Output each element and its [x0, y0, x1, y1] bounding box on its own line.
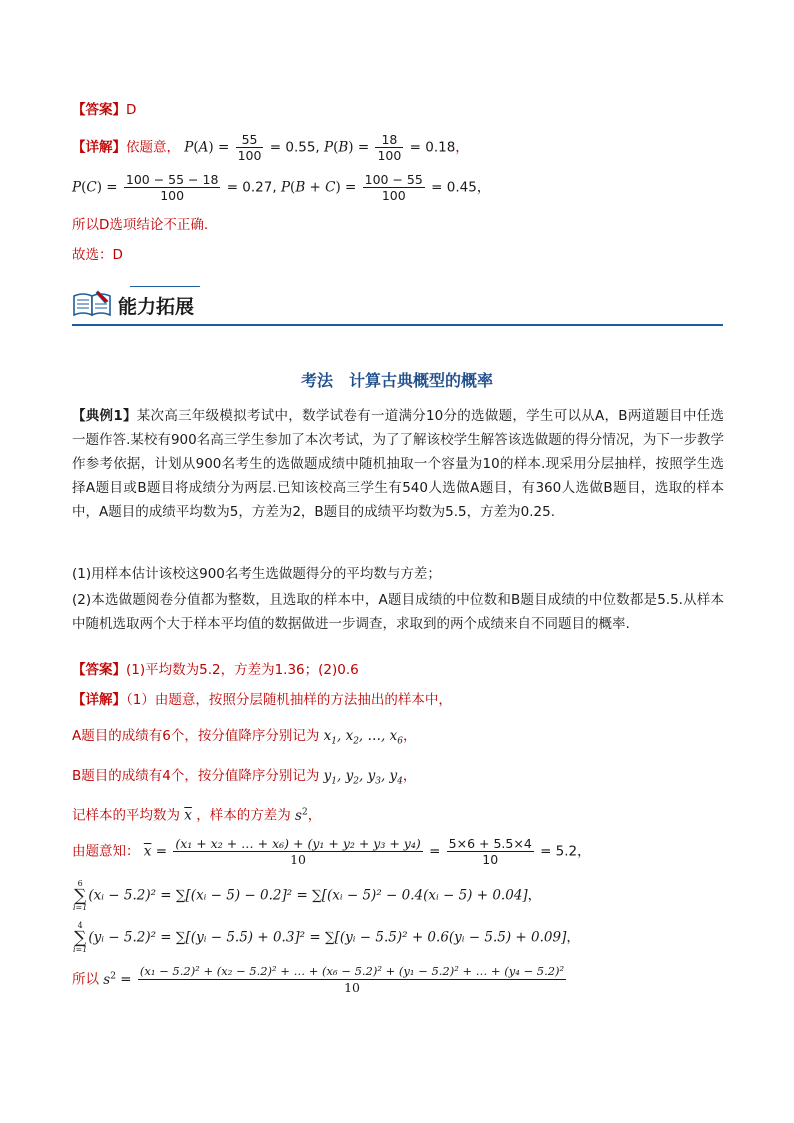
detail2-line-3: B题目的成绩有4个，按分值降序分别记为 $y_1$, $y_2$, $y_3$, $y_4$，: [72, 768, 417, 787]
detail2-text-4b: ，样本的方差为: [196, 807, 291, 824]
detail2-line-2: A题目的成绩有6个，按分值降序分别记为 $x_1$, $x_2$, …, $x_6$，: [72, 728, 417, 747]
detail2-line-8: 所以 $s^2$ = (x₁ − 5.2)² + (x₂ − 5.2)² + … + (x₆ − 5.2)² + (y₁ − 5.2)² + … + (y₄ − 5.2)² 10: [72, 964, 565, 995]
question-1: (1)用样本估计该校这900名考生选做题得分的平均数与方差；: [72, 566, 441, 582]
fraction-pbc: $\frac{100 - 55}{100}$: [364, 172, 423, 203]
open-book-icon: [72, 288, 112, 318]
answer-line-2: [72, 660, 359, 680]
detail2-line-4: 记样本的平均数为 $\overline{x}$ ，样本的方差为 $s^2$，: [72, 807, 322, 824]
detail2-text-4a: 记样本的平均数为: [72, 807, 180, 824]
section-title: 能力拓展: [118, 296, 195, 318]
example-text: 某次高三年级模拟考试中，数学试卷有一道满分10分的选做题，学生可以从A，B两道题目中任选一题作答.某校有900名高三学生参加了本次考试，为了了解该校学生解答该选做题的得分情况，为下一步教学作参考依据，计划从900名考生的选做题成绩中随机抽取一个容量为10的样本.现采用分层抽样，按照学生选择A题目或B题目将成绩分为两层.已知该校高三学生有540人选做A题目，有360人选做B题目，选取的样本中，A题目的成绩平均数为5，方差为2，B题目的成绩平均数为5.5，方差为0.25.: [72, 408, 724, 520]
fraction-mean-values: $\frac{5\times 6 + 5.5\times 4}{10}$: [448, 836, 532, 867]
conclusion-text: 所以D选项结论不正确.: [72, 217, 209, 233]
detail2-text-5: 由题意知：: [72, 843, 140, 860]
formula-pc: P(C) =: [72, 179, 118, 196]
fraction-variance: (x₁ − 5.2)² + (x₂ − 5.2)² + … + (x₆ − 5.2)² + (y₁ − 5.2)² + … + (y₄ − 5.2)² 10: [139, 964, 565, 995]
method-title: 考法 计算古典概型的概率: [300, 371, 493, 390]
equation-sum-x: 6 ∑ i=1 (xᵢ − 5.2)² = ∑[(xᵢ − 5) − 0.2]² = ∑[(xᵢ − 5)² − 0.4(xᵢ − 5) + 0.04]，: [73, 879, 542, 912]
answer-line-1: [72, 100, 136, 120]
detail2-tag: 【详解】: [72, 692, 126, 708]
section-header: [72, 284, 723, 326]
formula-y-list: $y_1$, $y_2$, $y_3$, $y_4$: [323, 768, 403, 787]
value-pb: = 0.18: [409, 139, 456, 156]
fraction-pc: $\frac{100 - 55 - 18}{100}$: [125, 172, 219, 203]
answer2-tag: 【答案】: [72, 662, 126, 678]
equation-sum-y: 4 ∑ i=1 (yᵢ − 5.2)² = ∑[(yᵢ − 5.5) + 0.3]² = ∑[(yᵢ − 5.5)² + 0.6(yᵢ − 5.5) + 0.09]，: [73, 921, 580, 954]
fraction-pa: $\frac{55}{100}$: [237, 132, 262, 163]
answer-tag: 【答案】: [72, 102, 126, 118]
answer-value: D: [126, 102, 137, 118]
symbol-s2: $s^2$: [295, 807, 308, 824]
formula-x-list: $x_1$, $x_2$, …, $x_6$: [323, 728, 403, 747]
detail2-text-3: B题目的成绩有4个，按分值降序分别记为: [72, 768, 320, 784]
detail-tag: 【详解】: [72, 139, 126, 156]
detail-line-probabilities-c: P(C) = $\frac{100 - 55 - 18}{100}$ = 0.27, P(B + C) = $\frac{100 - 55}{100}$ = 0.45，: [72, 172, 491, 203]
formula-pb: P(B) =: [324, 139, 370, 156]
value-pa: = 0.55,: [269, 139, 320, 156]
detail2-line-1: [72, 690, 452, 710]
mean-value: = 5.2: [540, 843, 578, 860]
detail2-text-1: （1）由题意，按照分层随机抽样的方法抽出的样本中，: [126, 692, 452, 708]
section-top-rule: [130, 286, 200, 287]
example-paragraph: [72, 404, 724, 524]
fraction-mean: $\frac{\text{(x₁ + x₂ + … + x₆) + (y₁ + y₂ + y₃ + y₄)}}{10}$: [175, 836, 421, 867]
detail2-text-2: A题目的成绩有6个，按分值降序分别记为: [72, 728, 320, 744]
formula-pbc: P(B + C) =: [280, 179, 357, 196]
formula-pa: P(A) =: [184, 139, 230, 156]
detail-line-probabilities-ab: 【详解】依题意， P(A) = $\frac{55}{100}$ = 0.55, P(B) = $\frac{18}{100}$ = 0.18，: [72, 132, 469, 163]
answer2-value: (1)平均数为5.2，方差为1.36；(2)0.6: [126, 662, 359, 678]
value-pbc: = 0.45: [431, 179, 477, 196]
question-2: (2)本选做题阅卷分值都为整数，且选取的样本中，A题目成绩的中位数和B题目成绩的中位数都是5.5.从样本中随机选取两个大于样本平均值的数据做进一步调查，求取到的两个成绩来自不同题目的概率.: [72, 592, 724, 632]
example-tag: 【典例1】: [72, 408, 137, 424]
detail-intro: 依题意，: [126, 139, 180, 156]
value-pc: = 0.27,: [226, 179, 277, 196]
fraction-pb: $\frac{18}{100}$: [377, 132, 402, 163]
detail2-text-8: 所以: [72, 971, 99, 988]
detail2-line-5: 由题意知： $\overline{x}$ = $\frac{\text{(x₁ + x₂ + … + x₆) + (y₁ + y₂ + y₃ + y₄)}}{10}$ = $\frac{5\times 6 + 5.5\times 4}{10}$ = 5.2，: [72, 836, 591, 867]
choice-text: 故选：D: [72, 247, 123, 263]
symbol-xbar: $\overline{x}$: [184, 807, 192, 824]
